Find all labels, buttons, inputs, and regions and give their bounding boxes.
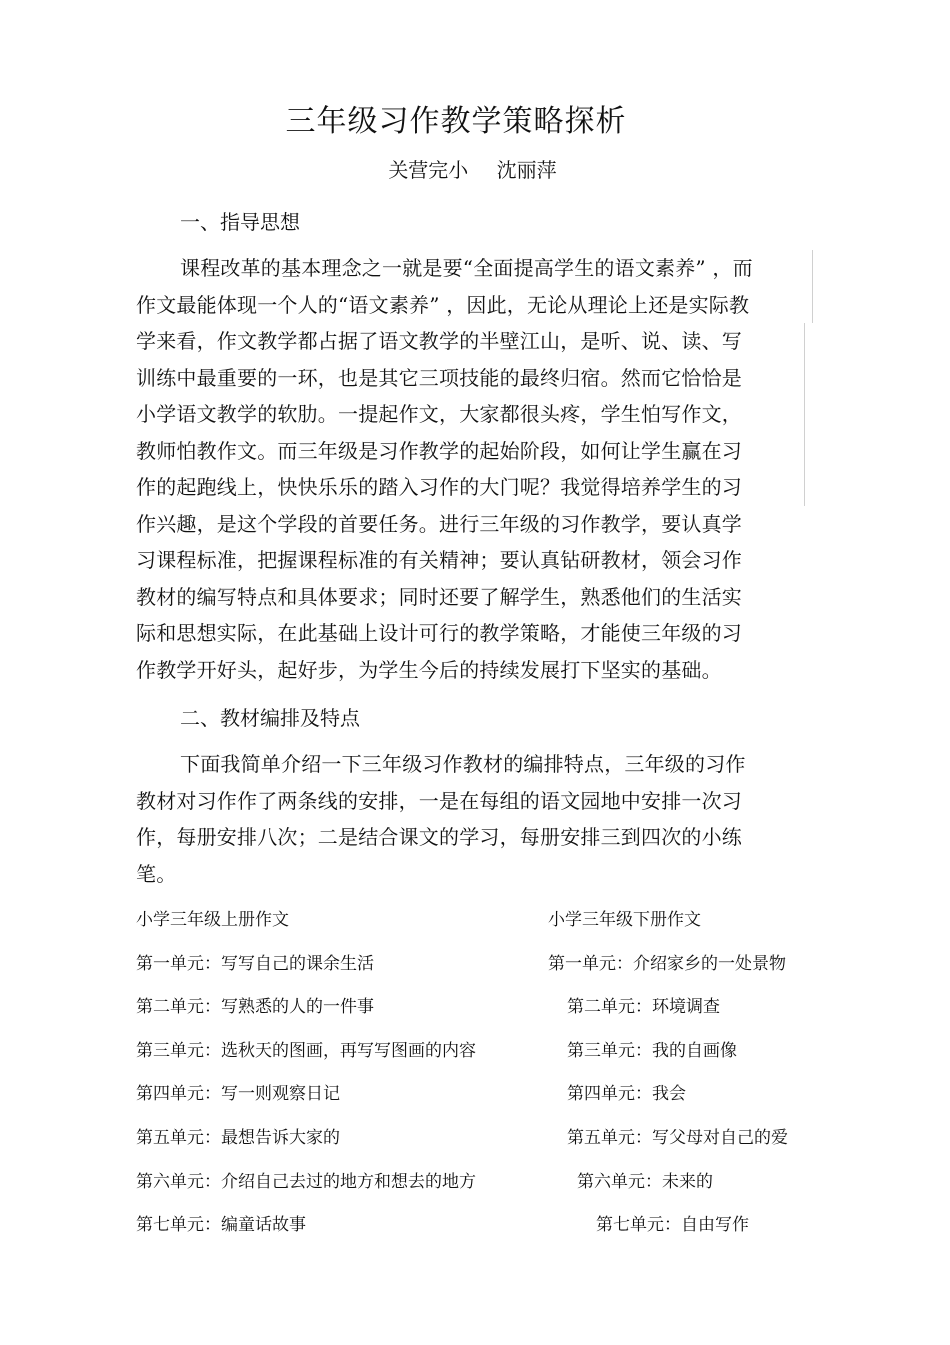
toc-item: 第一单元：介绍家乡的一处景物 xyxy=(548,953,786,974)
toc-item: 第七单元：自由写作 xyxy=(596,1215,749,1236)
paragraph-line: 教材对习作作了两条线的安排，一是在每组的语文园地中安排一次习 xyxy=(136,788,742,813)
paragraph-line: 教师怕教作文。而三年级是习作教学的起始阶段，如何让学生赢在习 xyxy=(136,433,805,470)
toc-item: 第六单元：未来的 xyxy=(577,1171,713,1192)
paragraph-line: 习课程标准，把握课程标准的有关精神；要认真钻研教材，领会习作 xyxy=(136,548,742,572)
toc-header: 小学三年级上册作文 xyxy=(136,910,289,930)
toc-item: 第六单元：介绍自己去过的地方和想去的地方 xyxy=(136,1171,476,1192)
toc-header: 小学三年级下册作文 xyxy=(548,910,701,930)
section-heading-guiding-thought: 一、指导思想 xyxy=(180,210,300,234)
section-heading-materials: 二、教材编排及特点 xyxy=(180,706,360,730)
toc-first-semester xyxy=(136,904,476,1253)
paragraph-line: 训练中最重要的一环，也是其它三项技能的最终归宿。然而它恰恰是 xyxy=(136,360,805,397)
paragraph-materials xyxy=(136,746,746,892)
paragraph-line: 作，每册安排八次；二是结合课文的学习，每册安排三到四次的小练 xyxy=(136,825,742,849)
paragraph-line: 作文最能体现一个人的“语文素养” ，因此，无论从理论上还是实际教 xyxy=(136,287,813,324)
paragraph-guiding-thought xyxy=(136,250,813,688)
paragraph-line: 作的起跑线上，快快乐乐的踏入习作的大门呢？我觉得培养学生的习 xyxy=(136,469,805,506)
paragraph-line: 教材的编写特点和具体要求；同时还要了解学生，熟悉他们的生活实 xyxy=(136,584,742,609)
paragraph-line: 作兴趣，是这个学段的首要任务。进行三年级的习作教学，要认真学 xyxy=(136,511,742,536)
toc-item: 第一单元：写写自己的课余生活 xyxy=(136,953,374,974)
paragraph-line: 际和思想实际，在此基础上设计可行的教学策略，才能使三年级的习 xyxy=(136,621,742,645)
paragraph-line: 学来看，作文教学都占据了语文教学的半壁江山，是听、说、读、写 xyxy=(136,323,805,360)
toc-item: 第三单元：选秋天的图画，再写写图画的内容 xyxy=(136,1040,476,1061)
toc-item: 第五单元：最想告诉大家的 xyxy=(136,1127,340,1148)
toc-item: 第二单元：环境调查 xyxy=(567,997,720,1018)
document-title: 三年级习作教学策略探析 xyxy=(285,104,627,139)
paragraph-line: 课程改革的基本理念之一就是要“全面提高学生的语文素养” ，而 xyxy=(136,250,813,287)
toc-item: 第四单元：我会 xyxy=(567,1084,686,1105)
paragraph-line: 小学语文教学的软肋。一提起作文，大家都很头疼，学生怕写作文， xyxy=(136,396,805,433)
paragraph-line: 作教学开好头，起好步，为学生今后的持续发展打下坚实的基础。 xyxy=(136,657,722,682)
toc-item: 第七单元：编童话故事 xyxy=(136,1215,306,1236)
author-line: 关营完小 沈丽萍 xyxy=(388,158,557,182)
toc-item: 第三单元：我的自画像 xyxy=(567,1040,737,1061)
toc-second-semester xyxy=(548,904,788,1253)
toc-item: 第五单元：写父母对自己的爱 xyxy=(567,1127,788,1148)
paragraph-line: 下面我简单介绍一下三年级习作教材的编排特点，三年级的习作 xyxy=(180,752,746,776)
toc-item: 第二单元：写熟悉的人的一件事 xyxy=(136,997,374,1018)
toc-item: 第四单元：写一则观察日记 xyxy=(136,1084,340,1105)
paragraph-line: 笔。 xyxy=(136,861,177,886)
